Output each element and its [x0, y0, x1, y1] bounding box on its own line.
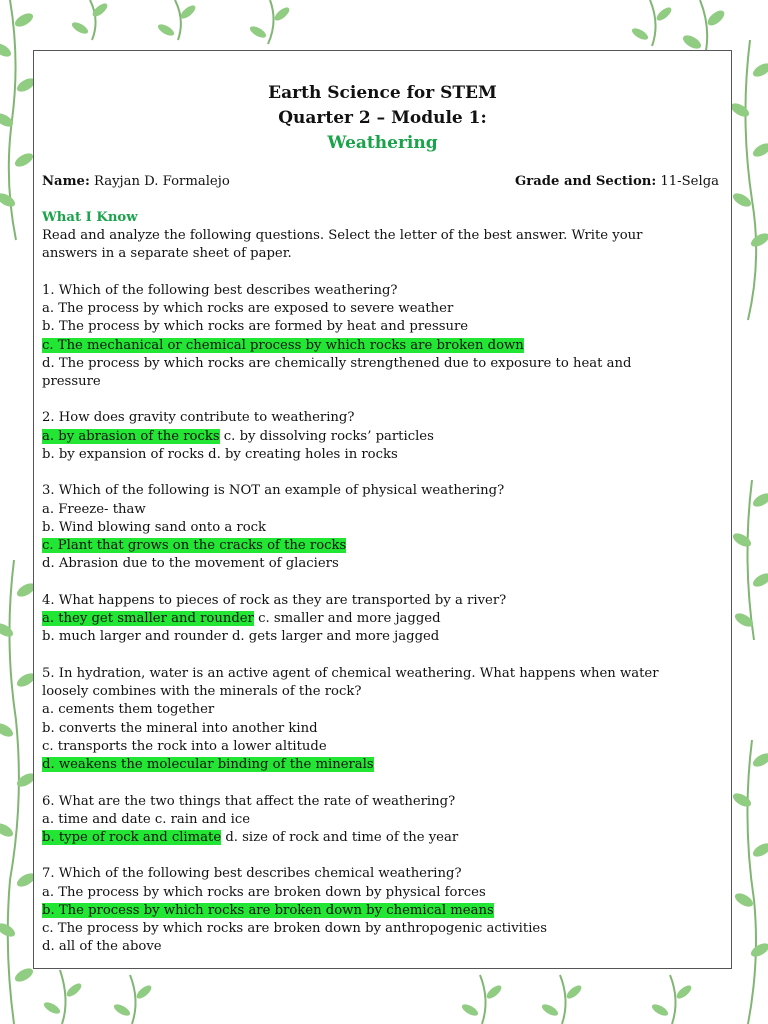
header-title-line3: Weathering: [327, 133, 438, 153]
q5-option-c: c. transports the rock into a lower altitude: [42, 739, 327, 754]
q1-option-d-line2: pressure: [42, 374, 101, 389]
header-title-line1: Earth Science for STEM: [268, 83, 497, 103]
q6-answer-highlight: b. type of rock and climate: [42, 830, 222, 845]
question-2: 2. How does gravity contribute to weathering?: [42, 410, 355, 425]
q7-option-a: a. The process by which rocks are broken down by physical forces: [42, 885, 486, 900]
q2-options-bd: b. by expansion of rocks d. by creating holes in rocks: [42, 447, 398, 462]
question-4: 4. What happens to pieces of rock as they are transported by a river?: [42, 593, 507, 608]
q6-options-ac: a. time and date c. rain and ice: [42, 812, 251, 827]
q1-option-a: a. The process by which rocks are exposed to severe weather: [42, 301, 454, 316]
worksheet-page: [33, 50, 732, 969]
question-6: 6. What are the two things that affect the rate of weathering?: [42, 794, 456, 809]
grade-label: Grade and Section:: [515, 174, 657, 189]
question-3: 3. Which of the following is NOT an example of physical weathering?: [42, 483, 505, 498]
q7-option-b: [42, 902, 494, 920]
q5-option-b: b. converts the mineral into another kind: [42, 721, 318, 736]
question-7: 7. Which of the following best describes chemical weathering?: [42, 866, 462, 881]
q7-answer-highlight: b. The process by which rocks are broken down by chemical means: [42, 903, 494, 918]
q2-answer-highlight: a. by abrasion of the rocks: [42, 429, 220, 444]
q6-options-bd: [42, 829, 458, 847]
q1-option-d-line1: d. The process by which rocks are chemically strengthened due to exposure to heat and: [42, 356, 632, 371]
question-5-line2: loosely combines with the minerals of the rock?: [42, 684, 362, 699]
header-title-line2: Quarter 2 – Module 1:: [278, 108, 487, 128]
question-1: 1. Which of the following best describes weathering?: [42, 283, 398, 298]
q3-option-c: [42, 537, 346, 555]
section-heading: What I Know: [42, 210, 138, 225]
q3-answer-highlight: c. Plant that grows on the cracks of the rocks: [42, 538, 347, 553]
q1-option-b: b. The process by which rocks are formed by heat and pressure: [42, 319, 469, 334]
instructions-line1: Read and analyze the following questions. Select the letter of the best answer. Write your: [42, 228, 643, 243]
q5-option-a: a. cements them together: [42, 702, 215, 717]
q5-option-d: [42, 756, 374, 774]
question-5-line1: 5. In hydration, water is an active agent of chemical weathering. What happens when water: [42, 666, 659, 681]
q3-option-a: a. Freeze- thaw: [42, 502, 146, 517]
q7-option-c: c. The process by which rocks are broken down by anthropogenic activities: [42, 921, 547, 936]
grade-value: 11-Selga: [656, 174, 719, 189]
q1-answer-highlight: c. The mechanical or chemical process by which rocks are broken down: [42, 338, 524, 353]
q6-option-d: d. size of rock and time of the year: [221, 830, 459, 845]
q4-options-bd: b. much larger and rounder d. gets larger and more jagged: [42, 629, 440, 644]
grade-row: [515, 173, 719, 191]
instructions-line2: answers in a separate sheet of paper.: [42, 246, 292, 261]
q3-option-d: d. Abrasion due to the movement of glaciers: [42, 556, 339, 571]
q4-option-c: c. smaller and more jagged: [253, 611, 441, 626]
name-label: Name:: [42, 174, 90, 189]
q5-answer-highlight: d. weakens the molecular binding of the minerals: [42, 757, 374, 772]
name-value: Rayjan D. Formalejo: [89, 174, 230, 189]
q2-option-c: c. by dissolving rocks’ particles: [219, 429, 434, 444]
q3-option-b: b. Wind blowing sand onto a rock: [42, 520, 267, 535]
q2-options-ac: [42, 428, 434, 446]
q1-option-c: [42, 337, 524, 355]
q7-option-d: d. all of the above: [42, 939, 162, 954]
name-row: [42, 173, 230, 191]
q4-options-ac: [42, 610, 441, 628]
q4-answer-highlight: a. they get smaller and rounder: [42, 611, 254, 626]
